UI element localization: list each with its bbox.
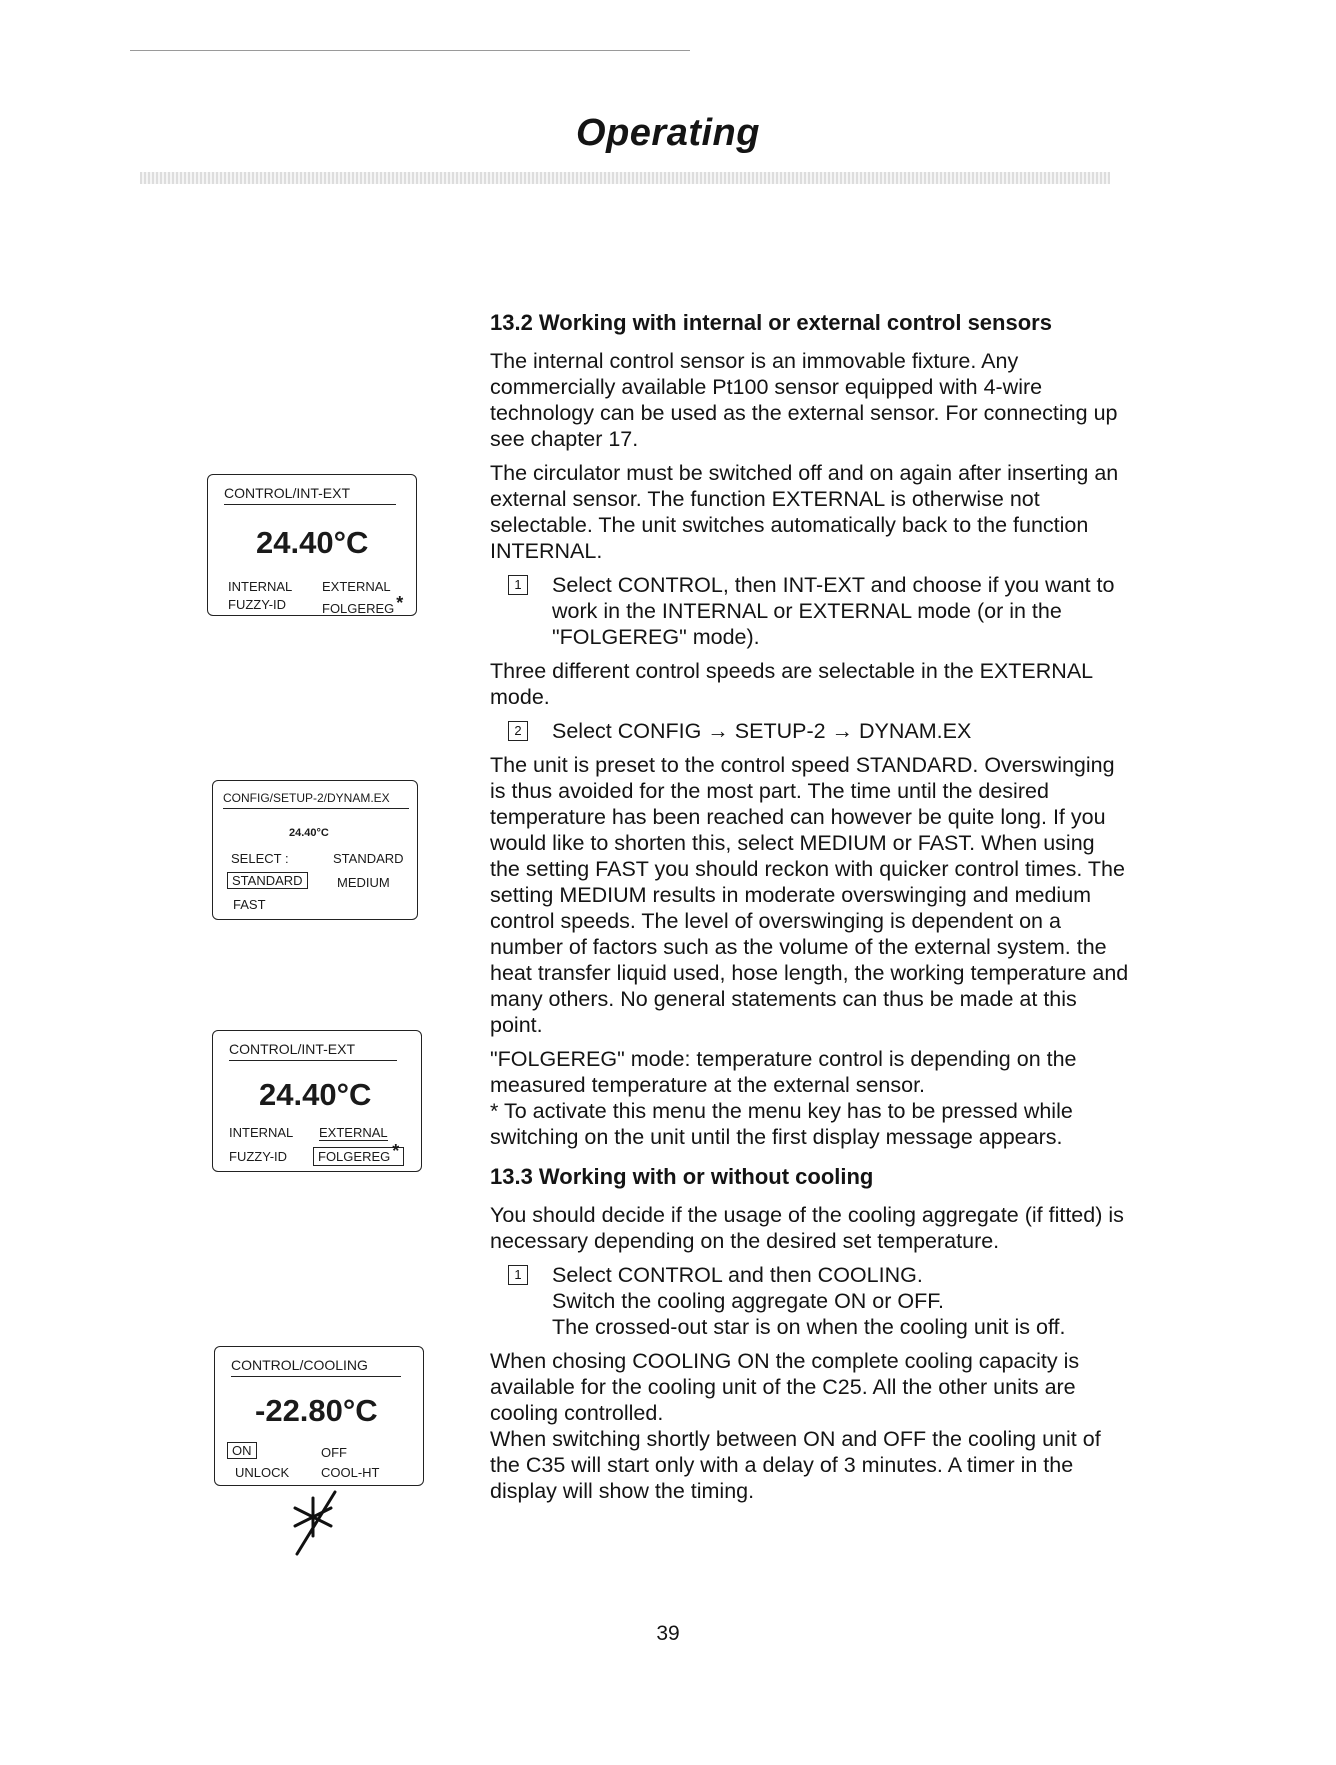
star-icon: * [392,1141,400,1161]
section-13-2-step-1 [490,572,1130,650]
display-cooling [214,1346,424,1486]
option-text: FOLGEREG [318,1149,391,1164]
option-label [313,1141,404,1166]
section-13-3-paragraph-1: You should decide if the usage of the cooling aggregate (if fitted) is necessary depending on the desired set temperature. [490,1203,1124,1253]
section-13-2-paragraph-4: The unit is preset to the control speed STANDARD. Overswinging is thus avoided for the most part. The time until the desired temperature has been reached can however be quite long. If you would like to shorten this, select MEDIUM or FAST. When using the setting FAST you should reckon with quicker control times. The setting MEDIUM results in moderate overswinging and medium control speeds. The level of overswinging is dependent on a number of factors such as the volume of the external system. the heat transfer liquid used, hose length, the working temperature and many others. No general statements can thus be made at this point. [490,753,1129,1037]
section-13-2-step-2 [490,718,1130,744]
section-13-2-paragraph-3: Three different control speeds are selectable in the EXTERNAL mode. [490,659,1093,709]
section-13-3-step-1 [490,1262,1130,1340]
display-option-folgereg [313,1141,404,1166]
display-temperature: 24.40°C [256,525,369,560]
display-option-fast: FAST [233,897,266,912]
section-13-2-footnote: * To activate this menu the menu key has to be pressed while switching on the unit until the first display message appears. [490,1099,1073,1149]
display-option-standard [227,873,308,888]
display-current-value: STANDARD [333,851,404,866]
section-13-3-paragraph-2: When chosing COOLING ON the complete cooling capacity is available for the cooling unit of the C25. All the other units are cooling controlled. [490,1349,1080,1425]
title-rule [140,172,1110,184]
step-number: 2 [508,721,528,741]
step-number: 1 [508,575,528,595]
display-temperature: 24.40°C [289,827,329,839]
display-option-internal: INTERNAL [228,579,293,594]
step-line-2: Switch the cooling aggregate ON or OFF. [552,1289,944,1313]
display-dynam [212,780,418,920]
section-13-2-heading: 13.2 Working with internal or external control sensors [490,310,1052,335]
main-text-column [490,310,1130,1512]
display-option-unlock: UNLOCK [235,1465,290,1480]
step-text: Select CONTROL, then INT-EXT and choose if you want to work in the INTERNAL or EXTERNAL mode (or in the "FOLGEREG" mode). [552,573,1115,649]
star-icon: * [396,593,404,613]
display-option-folgereg [322,593,404,618]
option-label: ON [227,1442,257,1459]
step-text: Select CONFIG → SETUP-2 → DYNAM.EX [552,719,972,743]
step-number: 1 [508,1265,528,1285]
chapter-title: Operating [576,112,760,154]
crossed-out-star-icon [283,1488,343,1558]
display-header: CONTROL/INT-EXT [224,485,396,505]
step-line-1: Select CONTROL and then COOLING. [552,1263,923,1287]
display-temperature: 24.40°C [259,1077,372,1112]
display-int-ext-2 [212,1030,422,1172]
display-select-label: SELECT : [231,851,289,866]
section-13-2-paragraph-5: "FOLGEREG" mode: temperature control is depending on the measured temperature at the external sensor. [490,1047,1077,1097]
section-13-2-paragraph-2: The circulator must be switched off and on again after inserting an external sensor. The function EXTERNAL is otherwise not selectable. The unit switches automatically back to the function INTERNAL. [490,461,1119,563]
display-option-internal: INTERNAL [229,1125,294,1140]
display-option-on [227,1443,257,1458]
display-option-external [319,1125,388,1140]
section-13-3-heading: 13.3 Working with or without cooling [490,1164,874,1189]
display-option-medium: MEDIUM [337,875,390,890]
display-header: CONTROL/COOLING [231,1357,401,1377]
display-option-cool-ht: COOL-HT [321,1465,380,1480]
display-header: CONTROL/INT-EXT [229,1041,397,1061]
section-13-3-paragraph-3: When switching shortly between ON and OFF the cooling unit of the C35 will start only with a delay of 3 minutes. A timer in the display will show the timing. [490,1427,1101,1503]
display-int-ext-1 [207,474,417,616]
step-line-3: The crossed-out star is on when the cooling unit is off. [552,1315,1066,1339]
option-label: FOLGEREG [322,601,395,616]
display-option-off: OFF [321,1445,347,1460]
option-label: STANDARD [227,872,308,889]
section-13-2-paragraph-1: The internal control sensor is an immovable fixture. Any commercially available Pt100 sensor equipped with 4-wire technology can be used as the external sensor. For connecting up see chapter 17. [490,349,1118,451]
display-option-fuzzy-id: FUZZY-ID [228,597,287,612]
display-option-fuzzy-id: FUZZY-ID [229,1149,288,1164]
display-temperature: -22.80°C [255,1393,378,1428]
display-header: CONFIG/SETUP-2/DYNAM.EX [223,791,409,809]
option-label: EXTERNAL [319,1125,388,1140]
display-option-external: EXTERNAL [322,579,391,594]
top-rule [130,50,690,51]
page-number: 39 [656,1622,680,1645]
